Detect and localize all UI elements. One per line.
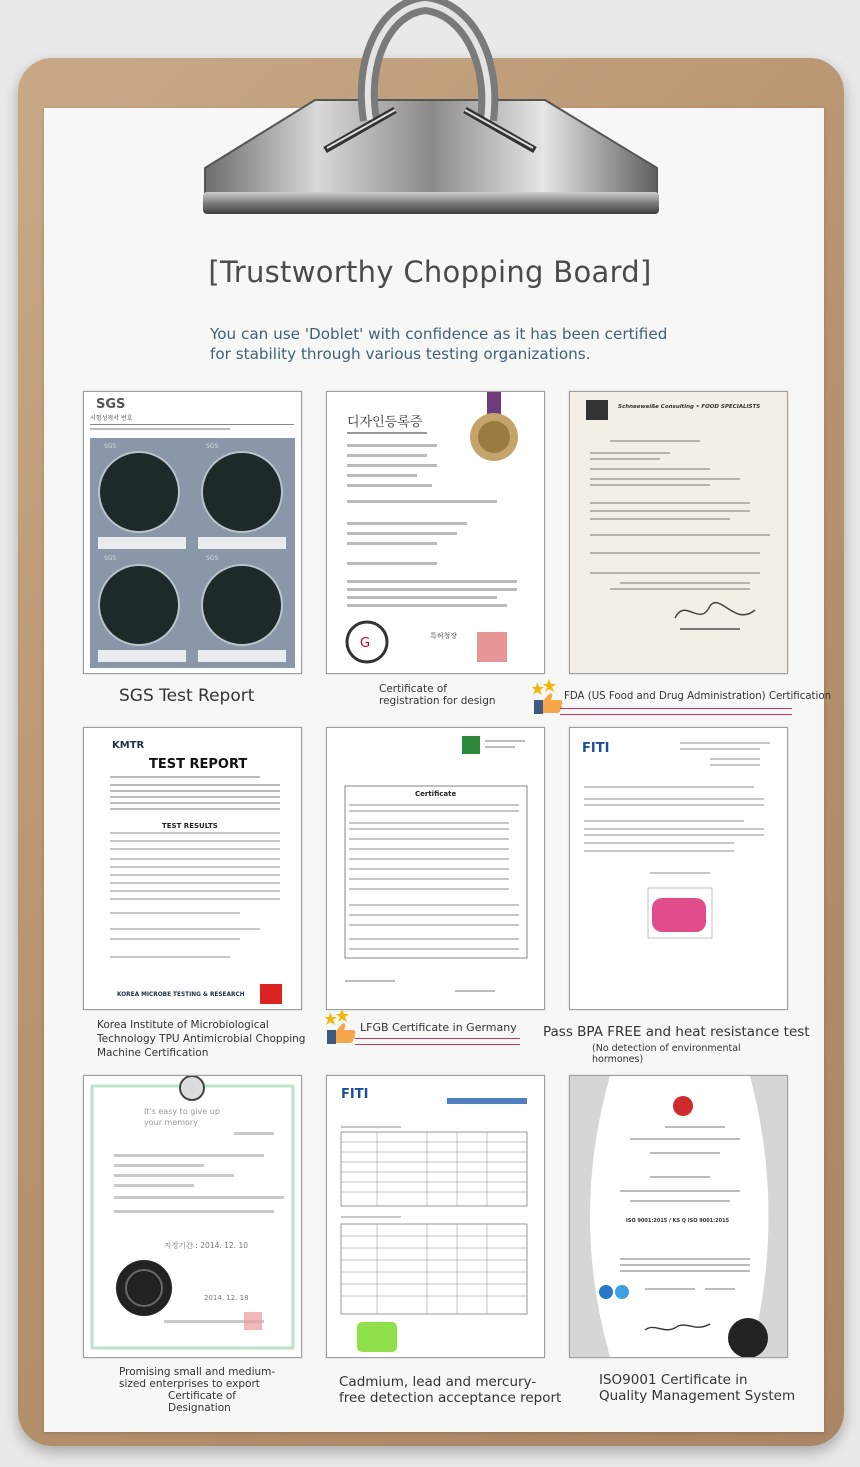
binder-clip-icon: [195, 0, 665, 228]
caption-line: Machine Certification: [97, 1047, 209, 1059]
plate-label: SGS: [206, 443, 219, 450]
designation-caption: [119, 1366, 275, 1414]
sgs-caption: SGS Test Report: [119, 686, 255, 706]
design-doc-header: 디자인등록증: [347, 415, 423, 430]
subtitle-line: You can use 'Doblet' with confidence as it has been certified: [210, 325, 668, 343]
kmtr-logo: KMTR: [112, 740, 145, 751]
fda-caption: FDA (US Food and Drug Administration) Certification: [564, 691, 832, 702]
badge-underline: [355, 1044, 520, 1045]
kmtr-doc-title: TEST REPORT: [149, 757, 248, 772]
sgs-certificate-image: [83, 391, 302, 674]
iso-caption: [599, 1372, 795, 1404]
lfgb-caption: LFGB Certificate in Germany: [360, 1021, 517, 1034]
kmtr-doc-footer: KOREA MICROBE TESTING & RESEARCH: [117, 992, 245, 998]
caption-line: registration for design: [379, 695, 496, 707]
plate-label: SGS: [104, 555, 117, 562]
kmtr-caption: [97, 1018, 305, 1060]
fiti-logo: FITI: [582, 741, 610, 756]
caption-line: Korea Institute of Microbiological: [97, 1019, 269, 1031]
subtitle-line: for stability through various testing organizations.: [210, 345, 591, 363]
designation-date: 2014. 12. 18: [204, 1294, 249, 1302]
svg-text:G: G: [360, 636, 371, 651]
caption-line: Quality Management System: [599, 1388, 796, 1404]
lfgb-certificate-image: [326, 727, 545, 1010]
caption-line: hormones): [592, 1054, 644, 1065]
cadmium-caption: [339, 1374, 561, 1406]
thumbs-up-stars-icon: [532, 678, 566, 716]
caption-line: sized enterprises to export: [119, 1378, 260, 1390]
page-subtitle: [210, 324, 680, 364]
iso-code: ISO 9001:2015 / KS Q ISO 9001:2015: [626, 1218, 730, 1224]
sgs-subheader: 시험성적서 번호: [90, 415, 133, 422]
bpa-caption: Pass BPA FREE and heat resistance test: [543, 1024, 810, 1040]
design-certificate-image: [326, 391, 545, 674]
kmtr-doc-section: TEST RESULTS: [162, 822, 218, 830]
caption-line: Cadmium, lead and mercury-: [339, 1374, 537, 1390]
caption-line: Promising small and medium-: [119, 1366, 276, 1378]
thumbs-up-stars-icon: [325, 1008, 359, 1046]
iso-certificate-image: [569, 1075, 788, 1358]
caption-line: (No detection of environmental: [592, 1043, 741, 1054]
caption-line: Designation: [168, 1402, 231, 1414]
caption-line: ISO9001 Certificate in: [599, 1372, 748, 1388]
badge-underline: [560, 708, 792, 709]
caption-line: Certificate of: [168, 1390, 236, 1402]
badge-underline: [355, 1038, 520, 1039]
designation-overlay: It's easy to give up: [144, 1107, 220, 1116]
fda-doc-header: Schneeweiße Consulting • FOOD SPECIALISTS: [618, 404, 761, 410]
fda-certificate-image: [569, 391, 788, 674]
badge-underline: [560, 714, 792, 715]
designation-date: 지정기간 : 2014. 12. 10: [164, 1241, 248, 1250]
caption-line: Technology TPU Antimicrobial Chopping: [97, 1033, 306, 1045]
caption-line: Certificate of: [379, 683, 447, 695]
plate-label: SGS: [104, 443, 117, 450]
designation-certificate-image: [83, 1075, 302, 1358]
kmtr-certificate-image: [83, 727, 302, 1010]
fiti-logo: FITI: [341, 1087, 369, 1102]
caption-line: free detection acceptance report: [339, 1390, 562, 1406]
bpa-certificate-image: [569, 727, 788, 1010]
plate-label: SGS: [206, 555, 219, 562]
page-title: [Trustworthy Chopping Board]: [208, 255, 652, 289]
cadmium-certificate-image: [326, 1075, 545, 1358]
design-caption: [379, 683, 496, 707]
designation-overlay: your memory: [144, 1118, 198, 1127]
lfgb-badge: [325, 1008, 520, 1048]
bpa-subcaption: [592, 1043, 741, 1065]
lfgb-doc-title: Certificate: [415, 790, 457, 798]
fda-badge: [532, 678, 832, 718]
sgs-header: SGS: [96, 397, 126, 412]
design-doc-footer: 특허청장: [430, 632, 458, 640]
